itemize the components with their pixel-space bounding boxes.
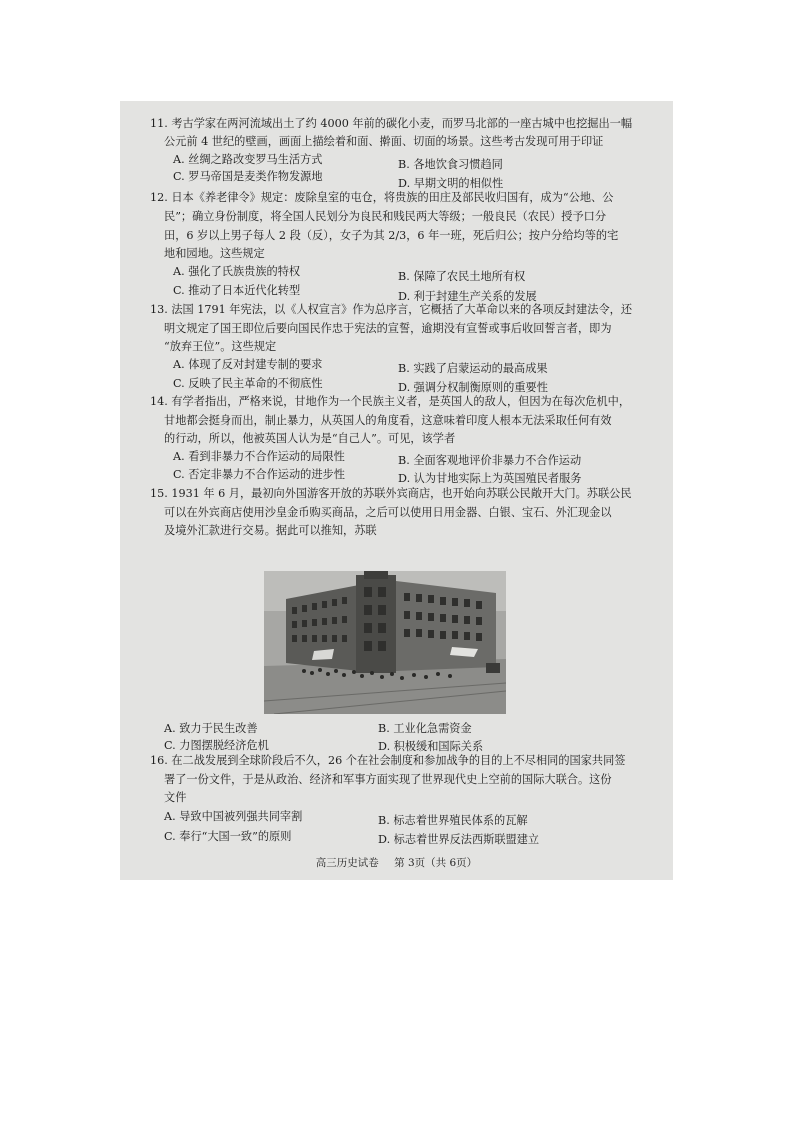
page-footer bbox=[120, 855, 673, 870]
q15-option-b: B. 工业化急需资金 bbox=[378, 722, 472, 735]
q13-stem-line3: “放弃王位”。这些规定 bbox=[164, 340, 277, 353]
q11-option-d: D. 早期文明的相似性 bbox=[398, 177, 504, 190]
q15-stem-line2: 可以在外宾商店使用沙皇金币购买商品，之后可以使用日用金器、白银、宝石、外汇现金以 bbox=[164, 506, 612, 519]
q12-option-a: A. 强化了氏族贵族的特权 bbox=[173, 265, 301, 278]
q12-stem-line3: 田，6 岁以上男子每人 2 段（反），女子为其 2/3，6 年一班，死后归公；按户分给均等的宅 bbox=[164, 229, 619, 242]
q11-stem-line2: 公元前 4 世纪的壁画，画面上描绘着和面、擀面、切面的场景。这些考古发现可用于印证 bbox=[164, 135, 604, 148]
q16-stem-line3: 文件 bbox=[164, 791, 187, 804]
q14-stem-line1: 14. 有学者指出，严格来说，甘地作为一个民族主义者，是英国人的敌人，但因为在每次危机中， bbox=[150, 395, 631, 408]
q16-option-b: B. 标志着世界殖民体系的瓦解 bbox=[378, 814, 528, 827]
q16-stem-line1: 16. 在二战发展到全球阶段后不久，26 个在社会制度和参加战争的目的上不尽相同的国家共同签 bbox=[150, 754, 626, 767]
q15-option-c: C. 力图摆脱经济危机 bbox=[164, 739, 269, 752]
q16-option-a: A. 导致中国被列强共同宰割 bbox=[164, 810, 303, 823]
q14-stem-line3: 的行动，所以，他被英国人认为是“自己人”。可见，该学者 bbox=[164, 432, 456, 445]
q13-option-b: B. 实践了启蒙运动的最高成果 bbox=[398, 362, 548, 375]
footer-page-number: 第 3页（共 6页） bbox=[394, 857, 478, 869]
q13-option-c: C. 反映了民主革命的不彻底性 bbox=[173, 377, 323, 390]
q13-stem-line1: 13. 法国 1791 年宪法，以《人权宣言》作为总序言，它概括了大革命以来的各项反封建法令，还 bbox=[150, 303, 633, 316]
q14-option-c: C. 否定非暴力不合作运动的进步性 bbox=[173, 468, 345, 481]
q13-stem-line2: 明文规定了国王即位后要向国民作忠于宪法的宣誓，逾期没有宣誓或事后收回誓言者，即为 bbox=[164, 322, 612, 335]
q15-option-d: D. 积极缓和国际关系 bbox=[378, 740, 484, 753]
q14-option-b: B. 全面客观地评价非暴力不合作运动 bbox=[398, 454, 582, 467]
q12-stem-line2: 民”；确立身份制度，将全国人民划分为良民和贱民两大等级；一般良民（农民）授予口分 bbox=[164, 210, 607, 223]
torgsin-store-photo bbox=[264, 571, 506, 714]
q12-option-d: D. 利于封建生产关系的发展 bbox=[398, 290, 537, 303]
q14-option-d: D. 认为甘地实际上为英国殖民者服务 bbox=[398, 472, 582, 485]
q13-option-d: D. 强调分权制衡原则的重要性 bbox=[398, 381, 548, 394]
q14-stem-line2: 甘地都会挺身而出，制止暴力，从英国人的角度看，这意味着印度人根本无法采取任何有效 bbox=[164, 414, 612, 427]
q13-option-a: A. 体现了反对封建专制的要求 bbox=[173, 358, 323, 371]
q11-option-b: B. 各地饮食习惯趋同 bbox=[398, 158, 503, 171]
q12-stem-line1: 12. 日本《养老律令》规定：废除皇室的屯仓，将贵族的田庄及部民收归国有，成为“公地、公 bbox=[150, 191, 614, 204]
q11-stem-line1: 11. 考古学家在两河流域出土了约 4000 年前的碳化小麦，而罗马北部的一座古城中也挖掘出一幅 bbox=[150, 117, 633, 130]
q11-option-a: A. 丝绸之路改变罗马生活方式 bbox=[173, 153, 323, 166]
q15-option-a: A. 致力于民生改善 bbox=[164, 722, 258, 735]
q15-stem-line3: 及境外汇款进行交易。据此可以推知，苏联 bbox=[164, 524, 377, 537]
q12-stem-line4: 地和园地。这些规定 bbox=[164, 247, 265, 260]
q16-stem-line2: 署了一份文件，于是从政治、经济和军事方面实现了世界现代史上空前的国际大联合。这份 bbox=[164, 773, 612, 786]
q12-option-c: C. 推动了日本近代化转型 bbox=[173, 284, 301, 297]
q15-stem-line1: 15. 1931 年 6 月，最初向外国游客开放的苏联外宾商店，也开始向苏联公民敞开大门。苏联公民 bbox=[150, 487, 632, 500]
footer-title: 高三历史试卷 bbox=[315, 857, 379, 869]
q14-option-a: A. 看到非暴力不合作运动的局限性 bbox=[173, 450, 345, 463]
q11-option-c: C. 罗马帝国是麦类作物发源地 bbox=[173, 170, 323, 183]
q16-option-d: D. 标志着世界反法西斯联盟建立 bbox=[378, 833, 540, 846]
q12-option-b: B. 保障了农民土地所有权 bbox=[398, 270, 526, 283]
exam-page bbox=[120, 101, 673, 880]
q16-option-c: C. 奉行“大国一致”的原则 bbox=[164, 830, 292, 843]
